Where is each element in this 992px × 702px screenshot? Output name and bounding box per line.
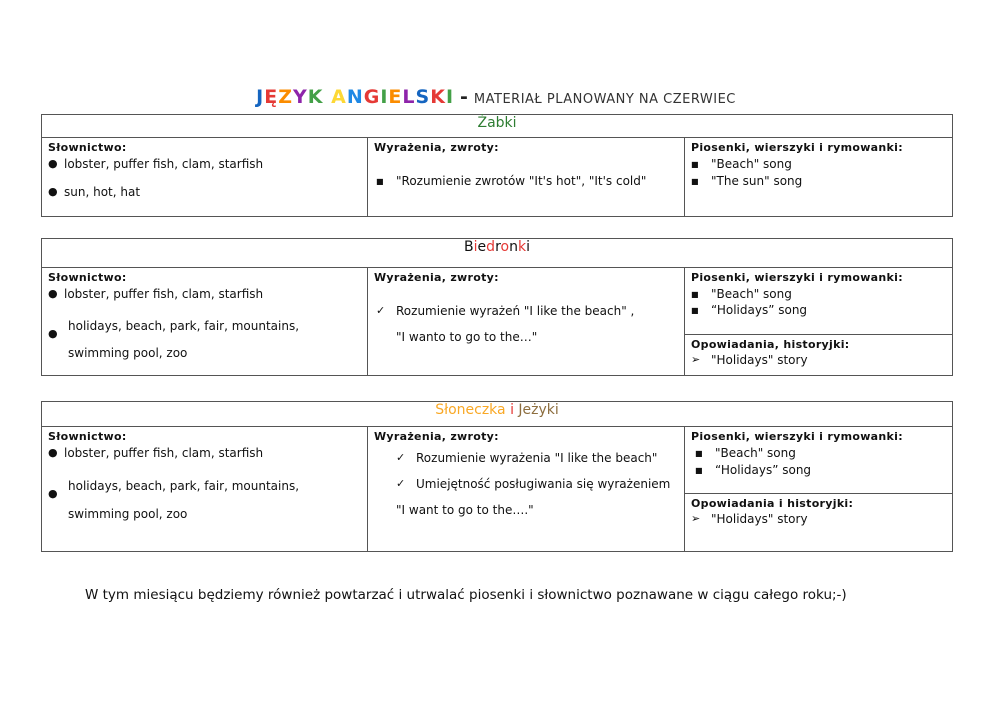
bullet-dot-icon: ● xyxy=(48,287,58,300)
expressions-label: Wyrażenia, zwroty: xyxy=(374,430,499,443)
list-item: ■ “Holidays” song xyxy=(691,303,808,317)
bullet-square-icon: ■ xyxy=(691,160,699,169)
songs-label: Piosenki, wierszyki i rymowanki: xyxy=(691,141,903,154)
title-letter: S xyxy=(415,86,431,108)
title-letter: Z xyxy=(278,86,293,108)
group-name xyxy=(42,402,953,427)
bullet-square-icon: ■ xyxy=(376,177,384,186)
bullet-dot-icon: ● xyxy=(48,446,58,459)
title-letter xyxy=(323,86,331,108)
bullet-square-icon: ■ xyxy=(695,449,703,458)
group-table-biedronki xyxy=(41,238,953,376)
group-name-part: Słoneczka xyxy=(435,402,506,418)
list-item: ● lobster, puffer fish, clam, starfish xyxy=(48,446,264,460)
title-letter: K xyxy=(430,86,446,108)
list-item: ● lobster, puffer fish, clam, starfish xyxy=(48,157,264,171)
title-letter: N xyxy=(346,86,364,108)
list-item: ✓ Rozumienie wyrażeń "I like the beach" , xyxy=(376,304,635,318)
vocabulary-label: Słownictwo: xyxy=(48,430,127,443)
songs-cell xyxy=(685,427,953,494)
arrowhead-icon: ➢ xyxy=(691,353,701,366)
group-name-part: Żabki xyxy=(477,115,517,131)
footer-note: W tym miesiącu będziemy również powtarzać i utrwalać piosenki i słownictwo poznawane w ciągu całego roku;-) xyxy=(85,587,847,603)
title-letter: G xyxy=(363,86,381,108)
list-item: ● holidays, beach, park, fair, mountains, swimming pool, zoo xyxy=(48,479,300,521)
bullet-dot-icon: ● xyxy=(48,157,58,170)
vocabulary-cell xyxy=(42,427,368,552)
list-item: ■ "Beach" song xyxy=(691,287,792,301)
vocabulary-label: Słownictwo: xyxy=(48,271,127,284)
bullet-square-icon: ■ xyxy=(691,290,699,299)
stories-label: Opowiadania, historyjki: xyxy=(691,338,850,351)
bullet-square-icon: ■ xyxy=(691,177,699,186)
list-item: ■ "Beach" song xyxy=(691,157,792,171)
songs-cell xyxy=(685,138,953,217)
group-name-part: Jeżyki xyxy=(518,402,559,418)
vocabulary-label: Słownictwo: xyxy=(48,141,127,154)
group-name-part: e xyxy=(477,239,487,255)
list-item: ✓ Rozumienie wyrażenia "I like the beach" xyxy=(396,451,658,465)
checkmark-icon: ✓ xyxy=(396,477,406,490)
title-letter: I xyxy=(445,86,455,108)
vocabulary-cell xyxy=(42,138,368,217)
title-letter: L xyxy=(402,86,416,108)
stories-cell xyxy=(685,335,953,376)
expressions-cell xyxy=(368,427,685,552)
list-item: ■ "The sun" song xyxy=(691,174,803,188)
title-letter: K xyxy=(307,86,324,108)
title-letter: Ę xyxy=(264,86,279,108)
list-item: ➢ "Holidays" story xyxy=(691,512,808,526)
group-name-part: B xyxy=(464,239,474,255)
group-name-part: r xyxy=(495,239,501,255)
expressions-cell xyxy=(368,268,685,376)
songs-cell xyxy=(685,268,953,335)
group-name xyxy=(42,239,953,268)
bullet-dot-icon: ● xyxy=(48,327,58,340)
title-letter: J xyxy=(256,86,265,108)
title-letter: A xyxy=(331,86,347,108)
arrowhead-icon: ➢ xyxy=(691,512,701,525)
group-table-zabki xyxy=(41,114,953,217)
list-item: ● holidays, beach, park, fair, mountains, swimming pool, zoo xyxy=(48,319,300,360)
bullet-square-icon: ■ xyxy=(695,466,703,475)
list-item: ● lobster, puffer fish, clam, starfish xyxy=(48,287,264,301)
title-letter: I xyxy=(380,86,389,108)
list-item: ■ "Rozumienie zwrotów "It's hot", "It's cold" xyxy=(376,174,647,188)
group-name xyxy=(42,115,953,138)
expressions-label: Wyrażenia, zwroty: xyxy=(374,271,499,284)
list-item: ✓ Umiejętność posługiwania się wyrażeniem xyxy=(396,477,671,491)
group-name-part: d xyxy=(486,239,496,255)
group-name-part: k xyxy=(517,239,527,255)
checkmark-icon: ✓ xyxy=(396,451,406,464)
group-name-part: i xyxy=(473,239,478,255)
stories-label: Opowiadania i historyjki: xyxy=(691,497,854,510)
group-name-part: i xyxy=(505,402,519,418)
title-letter: Y xyxy=(292,86,308,108)
title-letter: E xyxy=(388,86,403,108)
list-item: ■ "Beach" song xyxy=(695,446,796,460)
list-item: ■ “Holidays” song xyxy=(695,463,812,477)
checkmark-icon: ✓ xyxy=(376,304,386,317)
expression-continuation: "I wanto to go to the…" xyxy=(396,330,538,344)
bullet-square-icon: ■ xyxy=(691,306,699,315)
title-subtitle: MATERIAŁ PLANOWANY NA CZERWIEC xyxy=(473,92,736,107)
songs-label: Piosenki, wierszyki i rymowanki: xyxy=(691,271,903,284)
page-title xyxy=(0,86,992,108)
songs-label: Piosenki, wierszyki i rymowanki: xyxy=(691,430,903,443)
vocabulary-cell xyxy=(42,268,368,376)
expressions-cell xyxy=(368,138,685,217)
bullet-dot-icon: ● xyxy=(48,487,58,500)
list-item: ➢ "Holidays" story xyxy=(691,353,808,367)
group-table-sloneczka-jezyki xyxy=(41,401,953,552)
group-name-part: n xyxy=(509,239,518,255)
expressions-label: Wyrażenia, zwroty: xyxy=(374,141,499,154)
title-dash: - xyxy=(460,86,468,108)
expression-continuation: "I want to go to the…." xyxy=(396,503,534,517)
group-name-part: i xyxy=(526,239,530,255)
title-jezyk-angielski xyxy=(256,86,454,108)
stories-cell xyxy=(685,494,953,552)
list-item: ● sun, hot, hat xyxy=(48,185,141,199)
bullet-dot-icon: ● xyxy=(48,185,58,198)
group-name-part: o xyxy=(500,239,510,255)
